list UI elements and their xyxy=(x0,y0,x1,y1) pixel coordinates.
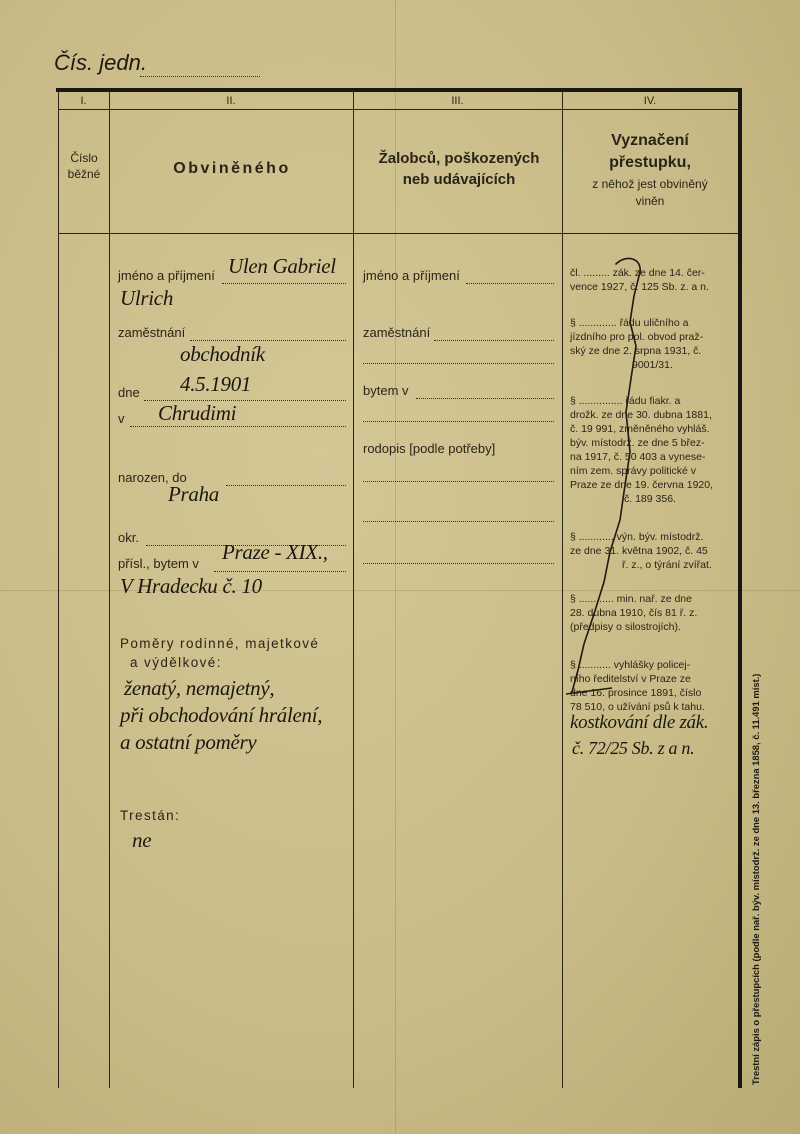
plaintiff-occupation-line-2[interactable] xyxy=(363,362,554,364)
born-line[interactable] xyxy=(226,484,346,486)
law-paragraph-2: § ............. řádu uličního a jízdního pro pol. obvod praž- ský ze dne 2. srpna 1931, č. 9001/31. xyxy=(570,317,704,371)
family-circumstances-label-2: a výdělkové: xyxy=(130,655,222,670)
law-paragraph-3: § ............... řádu fiakr. a drožk. ze dne 30. dubna 1881, č. 19 991, změněného vyhláš. býv. místodrž. ze dne 5 břez- na 1917, č. 50 403 a vynese- ním zem. správy politické v Praze ze dne 19. června 1920, č. 189 356. xyxy=(570,395,714,505)
column-border xyxy=(58,92,59,1088)
plaintiff-biography-line[interactable] xyxy=(363,520,554,522)
column-number-3: III. xyxy=(451,95,464,107)
law-paragraph-5: § ............ min. nař. ze dne 28. dubna 1910, čís 81 ř. z. (předpisy o silostrojích). xyxy=(570,593,698,633)
form-title-vertical: Trestní zápis o přestupcích (podle nař. býv. místodrž. ze dne 13. března 1858, č. 11.491 míst.) xyxy=(750,673,761,1085)
accused-name-value: Ulen Gabriel xyxy=(228,254,336,278)
law-paragraph-1: čl. ......... zák. ze dne 14. čer- vence 1927, č. 125 Sb. z. a n. xyxy=(570,267,709,293)
accused-occupation-label: zaměstnání xyxy=(118,325,186,340)
accused-occupation-line[interactable] xyxy=(190,339,346,341)
law-paragraph-6: § ........... vyhlášky policej- ního ředitelství v Praze ze dne 16. prosince 1891, číslo 78 510, o užívání psů k tahu. xyxy=(570,659,705,713)
col2-header: Obviněného xyxy=(173,160,291,177)
accused-name-label: jméno a příjmení xyxy=(118,268,215,283)
birth-place-value: Chrudimi xyxy=(158,401,237,425)
punished-value: ne xyxy=(132,828,152,852)
col1-header: Číslo běžné xyxy=(67,151,101,181)
plaintiff-name-line[interactable] xyxy=(466,282,554,284)
district-label: okr. xyxy=(118,530,139,545)
family-circumstances-value-1: ženatý, nemajetný, xyxy=(124,676,275,700)
family-circumstances-value-3: a ostatní poměry xyxy=(120,730,257,754)
table-right-border xyxy=(738,88,742,1088)
plaintiff-residence-line-2[interactable] xyxy=(363,420,554,422)
col3-header: Žalobců, poškozených neb udávajících xyxy=(378,150,540,188)
plaintiff-occupation-line[interactable] xyxy=(434,339,554,341)
accused-occupation-value: obchodník xyxy=(180,342,265,366)
offence-handwritten-1: kostkování dle zák. xyxy=(570,712,709,733)
law-paragraph-4: § ............ výn. býv. místodrž. ze dne 31. května 1902, č. 45 ř. z., o týrání zvířat. xyxy=(570,531,712,571)
residence-line[interactable] xyxy=(214,570,346,572)
plaintiff-biography-line[interactable] xyxy=(363,562,554,564)
family-circumstances-label-1: Poměry rodinné, majetkové xyxy=(120,636,320,651)
offence-bracket-stroke xyxy=(564,252,654,712)
born-value: Praha xyxy=(168,482,220,506)
family-circumstances-value-2: při obchodování hrálení, xyxy=(120,703,323,727)
accused-surname-value: Ulrich xyxy=(120,286,174,310)
residence-value-1: Praze - XIX., xyxy=(222,540,328,564)
plaintiff-residence-line[interactable] xyxy=(416,397,554,399)
birth-date-label: dne xyxy=(118,385,140,400)
birth-place-label: v xyxy=(118,411,125,426)
roman-row-border xyxy=(58,109,738,110)
column-number-2: II. xyxy=(226,95,236,107)
offence-handwritten-2: č. 72/25 Sb. z a n. xyxy=(572,738,695,758)
file-number-line[interactable] xyxy=(140,76,260,77)
residence-label: přísl., bytem v xyxy=(118,556,199,571)
residence-value-2: V Hradecku č. 10 xyxy=(120,574,262,598)
plaintiff-name-label: jméno a příjmení xyxy=(363,268,460,283)
table-top-border xyxy=(56,88,742,92)
column-border xyxy=(109,92,110,1088)
column-border xyxy=(353,92,354,1088)
plaintiff-residence-label: bytem v xyxy=(363,383,409,398)
born-label: narozen, do xyxy=(118,470,187,485)
plaintiff-occupation-label: zaměstnání xyxy=(363,325,431,340)
column-number-4: IV. xyxy=(643,95,657,107)
punished-label: Trestán: xyxy=(120,808,181,823)
col4-header: Vyznačení přestupku, xyxy=(609,132,691,171)
file-number-label: Čís. jedn. xyxy=(54,50,147,75)
col4-subheader: z něhož jest obviněný viněn xyxy=(592,177,708,208)
column-border xyxy=(562,92,563,1088)
birth-date-value: 4.5.1901 xyxy=(180,372,252,396)
plaintiff-biography-label: rodopis [podle potřeby] xyxy=(363,441,496,456)
column-number-1: I. xyxy=(80,95,87,107)
header-row-border xyxy=(58,233,738,234)
plaintiff-biography-line[interactable] xyxy=(363,480,554,482)
accused-name-line[interactable] xyxy=(222,282,346,284)
